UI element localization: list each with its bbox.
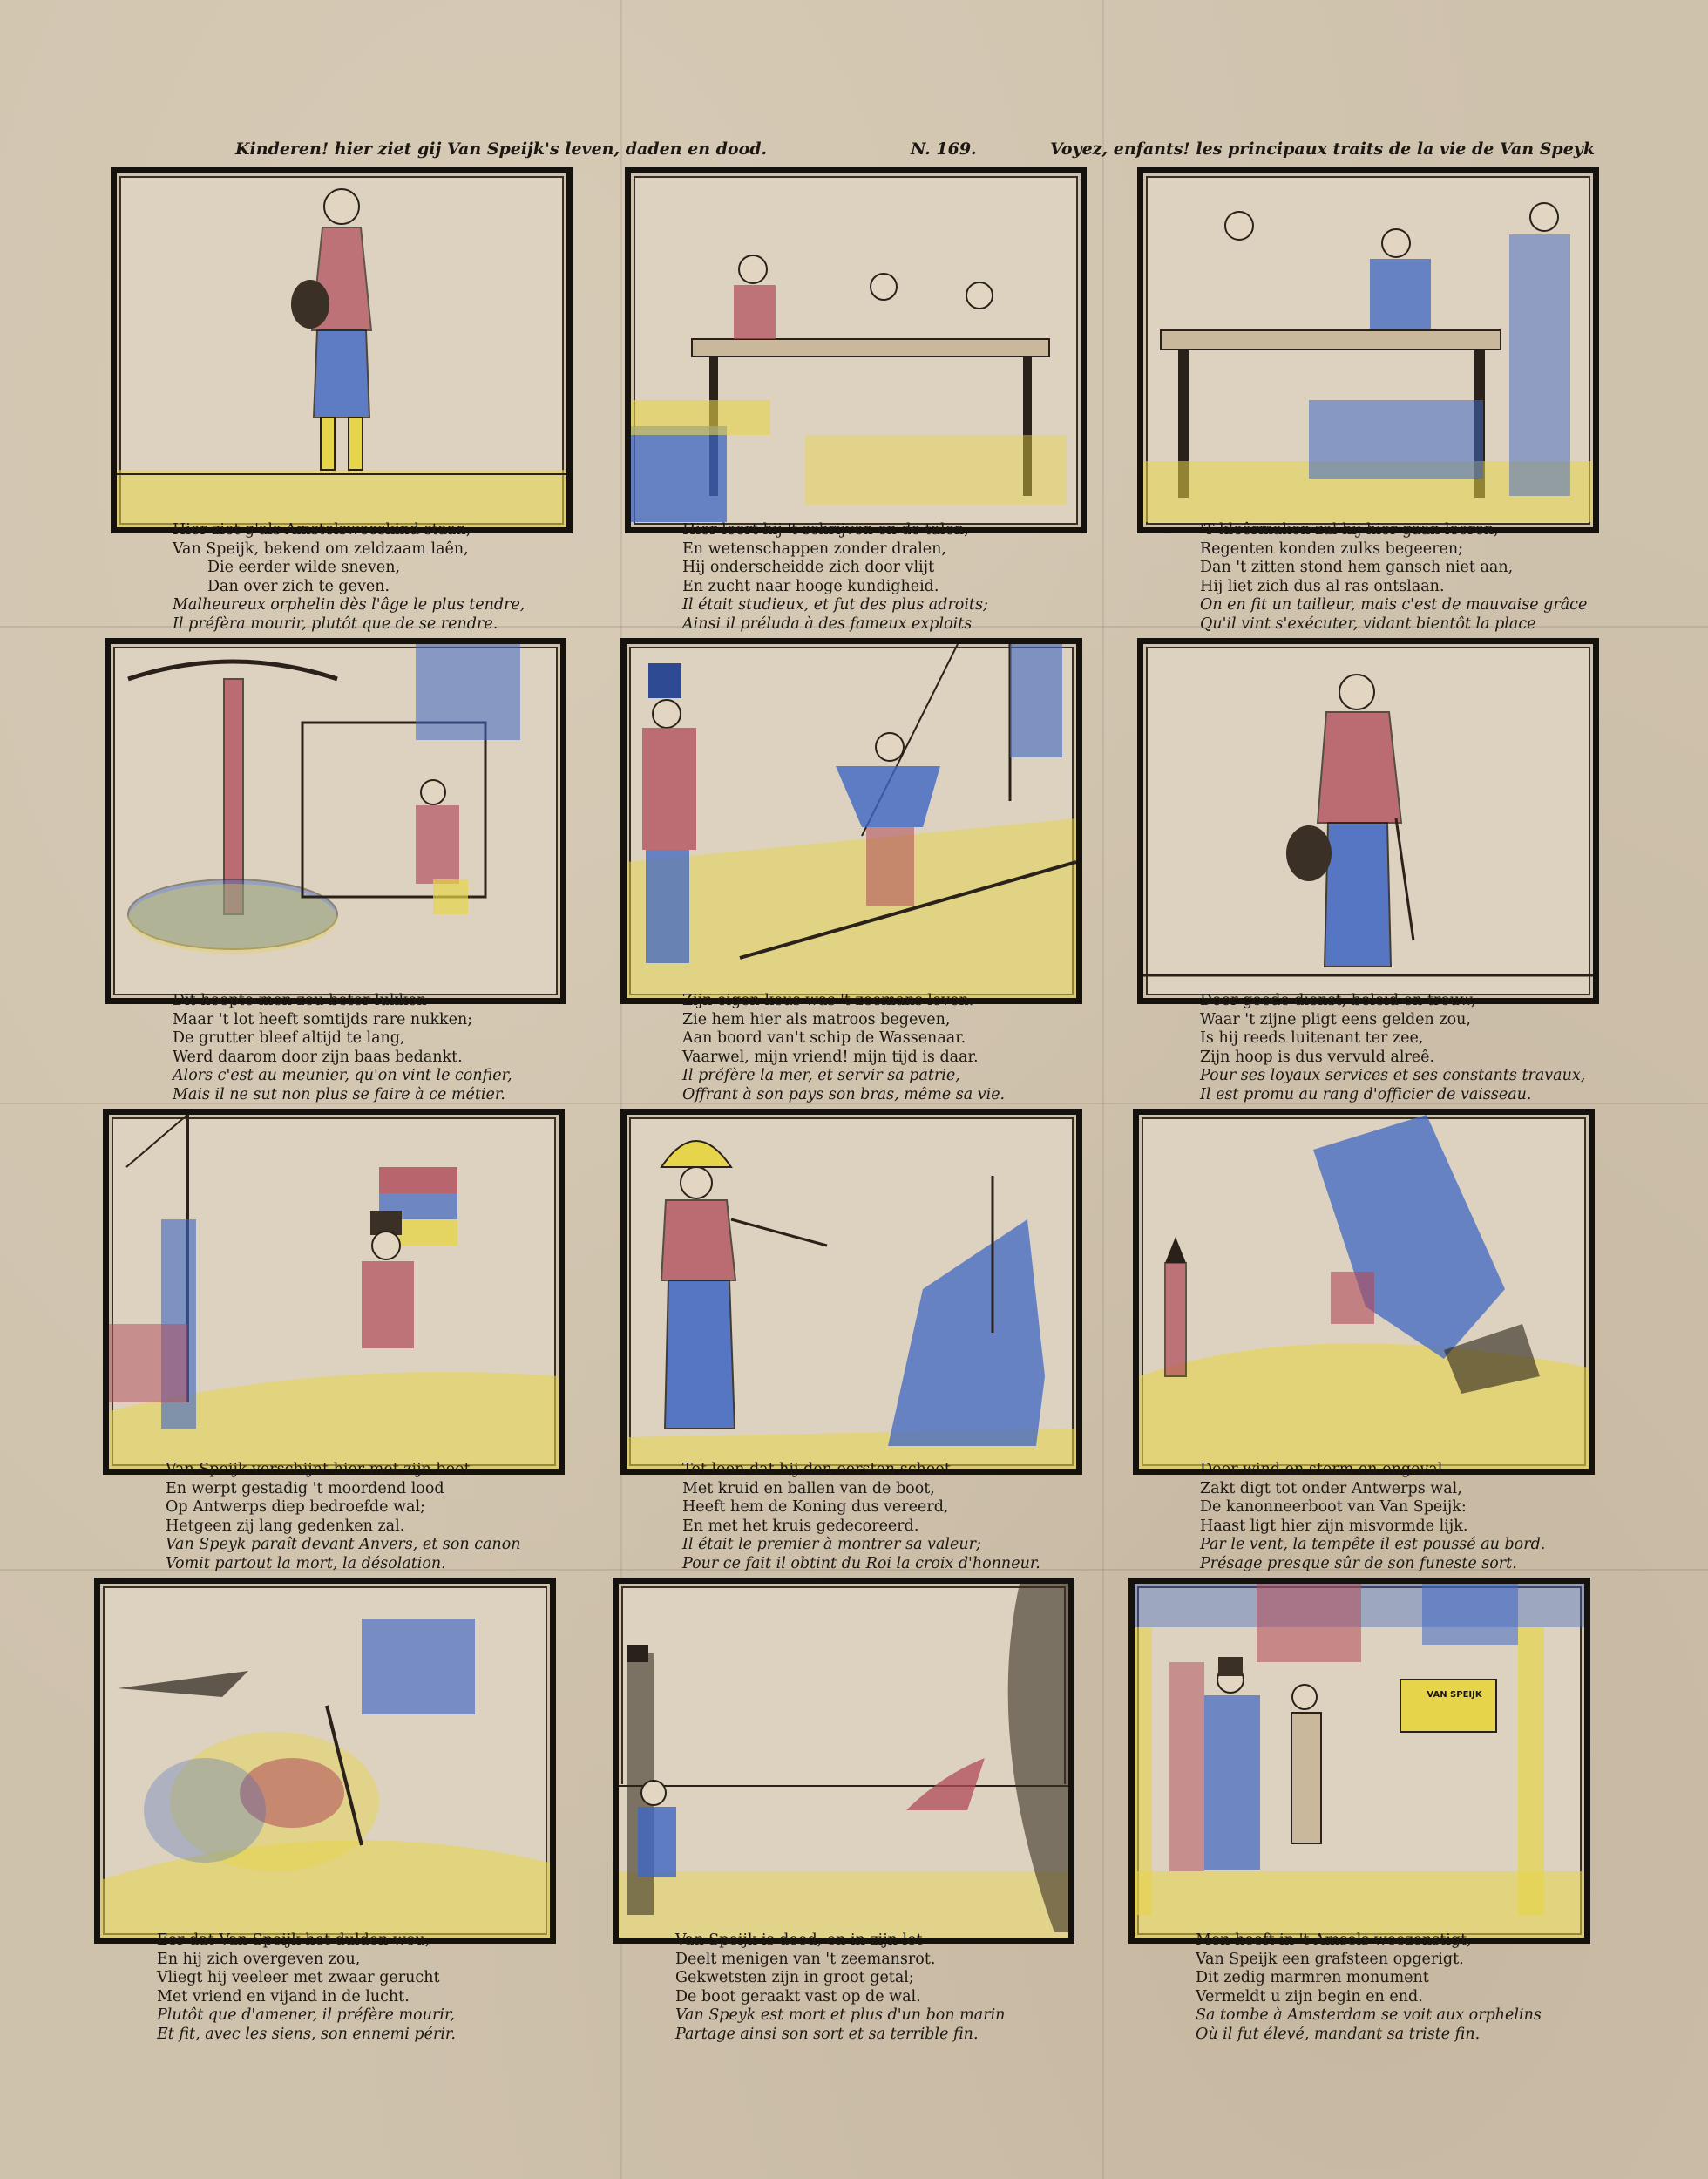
verse-line-french: Sa tombe à Amsterdam se voit aux orphelins <box>1196 2006 1542 2024</box>
verse-line: Eer dat Van Speijk het dulden wou, <box>157 1931 430 1949</box>
verse-line: De grutter bleef altijd te lang, <box>173 1029 405 1047</box>
orphan-boy-illustration <box>117 173 566 527</box>
verse-line: Op Antwerps diep bedroefde wal; <box>166 1498 425 1516</box>
verse-line-french: Offrant à son pays son bras, même sa vie. <box>682 1085 1006 1103</box>
lieutenant-illustration <box>1143 644 1593 998</box>
verse-line-french: Qu'il vint s'exécuter, vidant bientôt la place <box>1200 614 1536 633</box>
verse-line: Vliegt hij veeleer met zwaar gerucht <box>157 1969 440 1986</box>
verse-lieutenant <box>1200 992 1688 1104</box>
verse-line: Die eerder wilde sneven, <box>207 559 401 576</box>
verse-line: Dit zedig marmren monument <box>1196 1969 1429 1986</box>
verse-line-french: Partage ainsi son sort et sa terrible fin. <box>675 2025 979 2043</box>
monument-sign-label: VAN SPEIJK <box>1427 1690 1482 1700</box>
verse-line: En met het kruis gedecoreerd. <box>682 1517 919 1535</box>
verse-line: Gekwetsten zijn in groot getal; <box>675 1969 914 1986</box>
verse-line: En zucht naar hooge kundigheid. <box>682 577 939 595</box>
school-illustration <box>631 173 1081 527</box>
verse-storm <box>1200 1461 1688 1573</box>
woodcut-panel-wreck <box>613 1578 1074 1944</box>
verse-line: Zijn hoop is dus vervuld alreê. <box>1200 1048 1435 1066</box>
verse-line-french: Mais il ne sut non plus se faire à ce métier. <box>173 1085 505 1103</box>
verse-line: Hij onderscheidde zich door vlijt <box>682 559 935 576</box>
verse-line: Dan over zich te geven. <box>207 577 390 595</box>
verse-line: Van Speijk een grafsteen opgerigt. <box>1196 1950 1464 1968</box>
verse-line: Zie hem hier als matroos begeven, <box>682 1010 951 1028</box>
verse-wreck <box>675 1931 1163 2044</box>
verse-line-french: Il est promu au rang d'officier de vaisseau. <box>1200 1085 1532 1103</box>
woodcut-panel-lieutenant <box>1137 638 1599 1004</box>
verse-line: Vaarwel, mijn vriend! mijn tijd is daar. <box>682 1048 979 1066</box>
verse-line-french: Il était le premier à montrer sa valeur; <box>682 1536 981 1553</box>
woodcut-panel-officer <box>620 1109 1082 1475</box>
verse-line-french: Plutôt que d'amener, il préfère mourir, <box>157 2006 455 2024</box>
gunboat-illustration <box>109 1115 559 1469</box>
verse-line-french: Présage presque sûr de son funeste sort. <box>1200 1554 1517 1572</box>
verse-line: Haast ligt hier zijn misvormde lijk. <box>1200 1517 1468 1535</box>
verse-line: Vermeldt u zijn begin en end. <box>1196 1987 1423 2006</box>
verse-line: De boot geraakt vast op de wal. <box>675 1987 921 2006</box>
woodcut-panel-orphan <box>111 167 573 533</box>
verse-line: Van Speijk is dood, en in zijn lot <box>675 1931 923 1949</box>
woodcut-panel-monument <box>1128 1578 1590 1944</box>
verse-orphan <box>173 521 661 634</box>
woodcut-panel-gunboat <box>103 1109 565 1475</box>
verse-line: Maar 't lot heeft somtijds rare nukken; <box>173 1010 473 1028</box>
verse-line: Van Speijk verschijnt hier met zijn boot <box>166 1461 471 1478</box>
verse-line: Waar 't zijne pligt eens gelden zou, <box>1200 1010 1471 1028</box>
header-dutch-title: Kinderen! hier ziet gij Van Speijk's leven, daden en dood. <box>235 139 768 159</box>
verse-line: Dan 't zitten stond hem gansch niet aan, <box>1200 559 1514 576</box>
woodcut-panel-explosion <box>94 1578 556 1944</box>
verse-explosion <box>157 1931 645 2044</box>
verse-line: Zakt digt tot onder Antwerps wal, <box>1200 1479 1462 1497</box>
verse-monument <box>1196 1931 1684 2044</box>
storm-boat-illustration <box>1139 1115 1589 1469</box>
verse-line-french: Par le vent, la tempête il est poussé au bord. <box>1200 1536 1546 1553</box>
verse-line-french: Il était studieux, et fut des plus adroits; <box>682 596 988 614</box>
verse-tailor <box>1200 521 1688 634</box>
verse-line-french: Et fit, avec les siens, son ennemi périr. <box>157 2025 456 2043</box>
verse-line-french: Malheureux orphelin dès l'âge le plus tendre, <box>173 596 525 614</box>
woodcut-panel-storm <box>1133 1109 1595 1475</box>
verse-line-french: Il préfère la mer, et servir sa patrie, <box>682 1067 960 1084</box>
verse-line: Zijn eigen keus was 't zeemans leven. <box>682 992 974 1009</box>
woodcut-panel-tailor <box>1137 167 1599 533</box>
verse-line-french: Van Speyk est mort et plus d'un bon marin <box>675 2006 1006 2024</box>
verse-line: Heeft hem de Koning dus vereerd, <box>682 1498 949 1516</box>
verse-line: Werd daarom door zijn baas bedankt. <box>173 1048 463 1066</box>
wreck-illustration <box>619 1584 1068 1938</box>
verse-gunboat <box>166 1461 654 1573</box>
verse-line: Tot loon dat hij den eersten schoot <box>682 1461 951 1478</box>
verse-line: En wetenschappen zonder dralen, <box>682 540 946 558</box>
verse-line: Deelt menigen van 't zeemansrot. <box>675 1950 936 1968</box>
verse-line: Door wind en storm en ongeval <box>1200 1461 1443 1478</box>
verse-line: En hij zich overgeven zou, <box>157 1950 361 1968</box>
verse-line-french: Pour ses loyaux services et ses constants travaux, <box>1200 1067 1586 1084</box>
verse-line: Van Speijk, bekend om zeldzaam laên, <box>173 540 469 558</box>
verse-line: Dit hoopte men zou beter lukken <box>173 992 427 1009</box>
verse-line-french: Alors c'est au meunier, qu'on vint le confier, <box>173 1067 512 1084</box>
verse-officer <box>682 1461 1170 1573</box>
verse-mill <box>173 992 661 1104</box>
verse-line: Regenten konden zulks begeeren; <box>1200 540 1463 558</box>
explosion-illustration <box>100 1584 550 1938</box>
verse-line-french: Van Speyk paraît devant Anvers, et son canon <box>166 1536 521 1553</box>
verse-line: Met kruid en ballen van de boot, <box>682 1479 935 1497</box>
print-number: N. 169. <box>911 139 977 159</box>
verse-line: Hij liet zich dus al ras ontslaan. <box>1200 577 1445 595</box>
verse-line-french: Où il fut élevé, mandant sa triste fin. <box>1196 2025 1481 2043</box>
verse-line: Is hij reeds luitenant ter zee, <box>1200 1029 1424 1047</box>
header-french-title: Voyez, enfants! les principaux traits de la vie de Van Speyk <box>1049 139 1595 159</box>
verse-line: Door goede dienst, beleid en trouw, <box>1200 992 1476 1009</box>
woodcut-panel-mill <box>105 638 566 1004</box>
verse-school <box>682 521 1170 634</box>
tailor-illustration <box>1143 173 1593 527</box>
verse-line-french: Pour ce fait il obtint du Roi la croix d'honneur. <box>682 1554 1040 1572</box>
verse-line-french: Ainsi il préluda à des fameux exploits <box>682 614 973 633</box>
verse-line-french: On en fit un tailleur, mais c'est de mauvaise grâce <box>1200 596 1588 614</box>
verse-line: Hetgeen zij lang gedenken zal. <box>166 1517 405 1535</box>
officer-illustration <box>627 1115 1076 1469</box>
verse-line: Aan boord van't schip de Wassenaar. <box>682 1029 966 1047</box>
verse-line-french: Vomit partout la mort, la désolation. <box>166 1554 446 1572</box>
verse-line: 'T kleêrmaken zal hij hier gaan leeren, <box>1200 521 1499 539</box>
verse-ship <box>682 992 1170 1104</box>
woodcut-panel-ship <box>620 638 1082 1004</box>
monument-illustration <box>1135 1584 1584 1938</box>
verse-line: Hier ziet g'als Amstelsweeskind staan, <box>173 521 471 539</box>
verse-line: De kanonneerboot van Van Speijk: <box>1200 1498 1467 1516</box>
verse-line: Hier leert hij 't schrijven en de talen, <box>682 521 969 539</box>
verse-line: Men heeft in 't Amsels weezenstigt, <box>1196 1931 1472 1949</box>
horse-mill-illustration <box>111 644 560 998</box>
boarding-ship-illustration <box>627 644 1076 998</box>
verse-line: En werpt gestadig 't moordend lood <box>166 1479 444 1497</box>
verse-line-french: Il préfèra mourir, plutôt que de se rendre. <box>173 614 498 633</box>
woodcut-panel-school <box>625 167 1087 533</box>
verse-line: Met vriend en vijand in de lucht. <box>157 1987 410 2006</box>
